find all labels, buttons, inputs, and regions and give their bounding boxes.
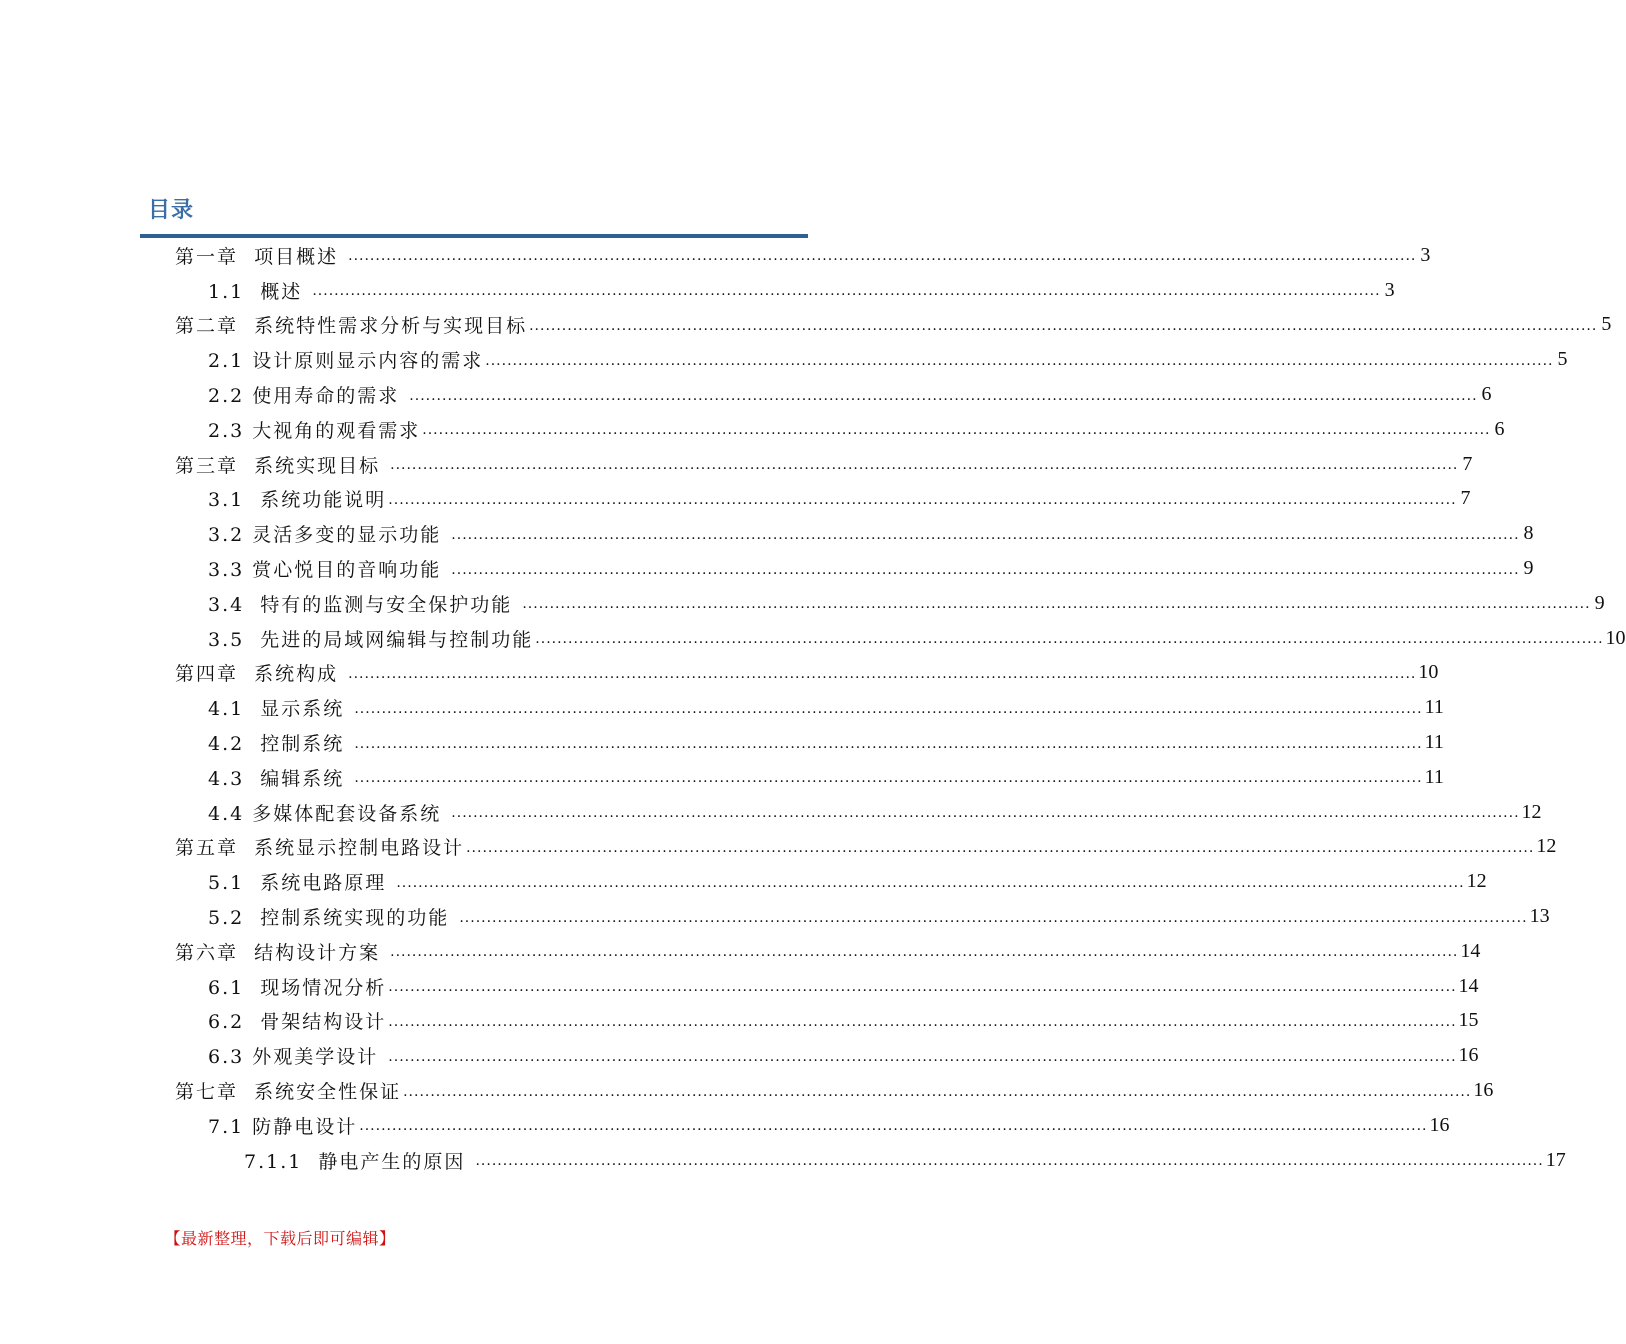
toc-entry-label: 第七章 系统安全性保证 bbox=[175, 1081, 402, 1104]
toc-page-number: 10 bbox=[1418, 661, 1439, 684]
toc-leader-dots: .................................................................................................................................................................................................... bbox=[535, 631, 1604, 648]
toc-leader-dots: .................................................................................................................................................................................................... bbox=[348, 665, 1417, 682]
toc-entry-label: 4.3 编辑系统 bbox=[208, 767, 353, 790]
toc-page-number: 9 bbox=[1594, 591, 1605, 614]
toc-leader-dots: .................................................................................................................................................................................................... bbox=[354, 700, 1423, 717]
toc-entry[interactable] bbox=[0, 864, 1487, 899]
toc-leader-dots: .................................................................................................................................................................................................... bbox=[451, 526, 1520, 543]
toc-entry[interactable] bbox=[0, 238, 1431, 273]
toc-entry[interactable] bbox=[0, 690, 1444, 725]
toc-leader-dots: .................................................................................................................................................................................................... bbox=[485, 352, 1554, 369]
toc-entry-label: 第四章 系统构成 bbox=[175, 663, 347, 686]
toc-leader-dots: .................................................................................................................................................................................................... bbox=[312, 283, 1381, 300]
toc-entry-label: 2.3 大视角的观看需求 bbox=[208, 419, 421, 442]
toc-leader-dots: .................................................................................................................................................................................................... bbox=[359, 1118, 1428, 1135]
toc-entry-label: 5.1 系统电路原理 bbox=[208, 872, 395, 895]
toc-page-number: 11 bbox=[1424, 696, 1444, 719]
toc-entry[interactable] bbox=[0, 795, 1542, 830]
toc-entry-label: 第二章 系统特性需求分析与实现目标 bbox=[175, 315, 528, 338]
toc-entry-label: 2.2 使用寿命的需求 bbox=[208, 385, 408, 408]
toc-entry[interactable] bbox=[0, 656, 1439, 691]
toc-page-number: 16 bbox=[1473, 1079, 1494, 1102]
toc-page-number: 17 bbox=[1545, 1148, 1566, 1171]
toc-page-number: 12 bbox=[1521, 800, 1542, 823]
toc-entry-label: 2.1 设计原则显示内容的需求 bbox=[208, 350, 484, 373]
toc-entry-label: 7.1.1 静电产生的原因 bbox=[244, 1150, 474, 1173]
toc-leader-dots: .................................................................................................................................................................................................... bbox=[466, 839, 1535, 856]
toc-leader-dots: .................................................................................................................................................................................................... bbox=[459, 909, 1528, 926]
toc-title: 目录 bbox=[148, 198, 195, 223]
toc-leader-dots: .................................................................................................................................................................................................... bbox=[388, 979, 1457, 996]
toc-leader-dots: .................................................................................................................................................................................................... bbox=[388, 1013, 1457, 1030]
toc-leader-dots: .................................................................................................................................................................................................... bbox=[475, 1153, 1544, 1170]
toc-page-number: 11 bbox=[1424, 731, 1444, 754]
toc-page-number: 12 bbox=[1536, 835, 1557, 858]
toc-entry[interactable] bbox=[0, 934, 1481, 969]
toc-page-number: 6 bbox=[1481, 383, 1492, 406]
toc-page-number: 3 bbox=[1420, 243, 1431, 266]
toc-leader-dots: .................................................................................................................................................................................................... bbox=[388, 1048, 1457, 1065]
toc-entry[interactable] bbox=[0, 621, 1626, 656]
toc-entry[interactable] bbox=[0, 969, 1479, 1004]
toc-entry[interactable] bbox=[0, 1004, 1479, 1039]
toc-page-number: 10 bbox=[1605, 626, 1626, 649]
toc-page-number: 15 bbox=[1458, 1009, 1479, 1032]
toc-page-number: 5 bbox=[1557, 348, 1568, 371]
toc-entry[interactable] bbox=[0, 551, 1534, 586]
toc-entry-label: 4.1 显示系统 bbox=[208, 698, 353, 721]
toc-leader-dots: .................................................................................................................................................................................................... bbox=[388, 491, 1457, 508]
toc-page-number: 5 bbox=[1601, 313, 1612, 336]
toc-entry-label: 6.3 外观美学设计 bbox=[208, 1046, 387, 1069]
toc-leader-dots: .................................................................................................................................................................................................... bbox=[348, 248, 1417, 265]
toc-entry[interactable] bbox=[0, 725, 1444, 760]
toc-entry[interactable] bbox=[0, 1073, 1494, 1108]
toc-entry[interactable] bbox=[0, 412, 1505, 447]
toc-page-number: 16 bbox=[1458, 1044, 1479, 1067]
toc-leader-dots: .................................................................................................................................................................................................... bbox=[390, 457, 1459, 474]
toc-entry[interactable] bbox=[0, 586, 1605, 621]
toc-page-number: 7 bbox=[1460, 487, 1471, 510]
toc-entry-label: 4.2 控制系统 bbox=[208, 733, 353, 756]
toc-leader-dots: .................................................................................................................................................................................................... bbox=[522, 596, 1591, 613]
toc-entry-label: 3.2 灵活多变的显示功能 bbox=[208, 524, 450, 547]
footer-note: 【最新整理，下载后即可编辑】 bbox=[164, 1229, 396, 1248]
toc-entry-label: 4.4 多媒体配套设备系统 bbox=[208, 802, 450, 825]
toc-page-number: 9 bbox=[1523, 557, 1534, 580]
toc-page-number: 13 bbox=[1529, 905, 1550, 928]
toc-entry[interactable] bbox=[0, 273, 1395, 308]
toc-entry[interactable] bbox=[0, 1143, 1566, 1178]
toc-leader-dots: .................................................................................................................................................................................................... bbox=[529, 317, 1598, 334]
toc-leader-dots: .................................................................................................................................................................................................... bbox=[403, 1083, 1472, 1100]
toc-leader-dots: .................................................................................................................................................................................................... bbox=[451, 561, 1520, 578]
toc-entry-label: 第六章 结构设计方案 bbox=[175, 941, 389, 964]
toc-leader-dots: .................................................................................................................................................................................................... bbox=[396, 874, 1465, 891]
toc-page-number: 11 bbox=[1424, 765, 1444, 788]
toc-page-number: 12 bbox=[1466, 870, 1487, 893]
toc-entry-label: 3.5 先进的局域网编辑与控制功能 bbox=[208, 628, 534, 651]
toc-entry-label: 第三章 系统实现目标 bbox=[175, 454, 389, 477]
toc-entry[interactable] bbox=[0, 308, 1612, 343]
toc-entry-label: 7.1 防静电设计 bbox=[208, 1115, 358, 1138]
toc-entry[interactable] bbox=[0, 482, 1471, 517]
toc-entry-label: 3.3 赏心悦目的音响功能 bbox=[208, 559, 450, 582]
toc-entry[interactable] bbox=[0, 1038, 1479, 1073]
toc-entry[interactable] bbox=[0, 447, 1473, 482]
toc-list bbox=[0, 238, 1626, 1178]
toc-page-number: 14 bbox=[1460, 939, 1481, 962]
toc-entry[interactable] bbox=[0, 516, 1534, 551]
toc-page-number: 14 bbox=[1458, 974, 1479, 997]
toc-page-number: 6 bbox=[1494, 417, 1505, 440]
toc-leader-dots: .................................................................................................................................................................................................... bbox=[354, 770, 1423, 787]
toc-leader-dots: .................................................................................................................................................................................................... bbox=[354, 735, 1423, 752]
toc-entry[interactable] bbox=[0, 760, 1444, 795]
toc-leader-dots: .................................................................................................................................................................................................... bbox=[451, 805, 1520, 822]
toc-entry-label: 1.1 概述 bbox=[208, 280, 311, 303]
toc-page-number: 16 bbox=[1429, 1113, 1450, 1136]
toc-leader-dots: .................................................................................................................................................................................................... bbox=[422, 422, 1491, 439]
toc-entry[interactable] bbox=[0, 830, 1557, 865]
toc-entry-label: 5.2 控制系统实现的功能 bbox=[208, 907, 458, 930]
toc-entry[interactable] bbox=[0, 342, 1568, 377]
toc-entry-label: 3.4 特有的监测与安全保护功能 bbox=[208, 593, 521, 616]
toc-leader-dots: .................................................................................................................................................................................................... bbox=[409, 387, 1478, 404]
toc-entry-label: 第五章 系统显示控制电路设计 bbox=[175, 837, 465, 860]
toc-entry[interactable] bbox=[0, 377, 1492, 412]
toc-page-number: 3 bbox=[1384, 278, 1395, 301]
toc-entry-label: 3.1 系统功能说明 bbox=[208, 489, 387, 512]
toc-leader-dots: .................................................................................................................................................................................................... bbox=[390, 944, 1459, 961]
toc-entry-label: 6.1 现场情况分析 bbox=[208, 976, 387, 999]
toc-entry[interactable] bbox=[0, 1108, 1450, 1143]
toc-entry-label: 6.2 骨架结构设计 bbox=[208, 1011, 387, 1034]
toc-entry[interactable] bbox=[0, 899, 1550, 934]
toc-entry-label: 第一章 项目概述 bbox=[175, 245, 347, 268]
toc-page-number: 7 bbox=[1462, 452, 1473, 475]
toc-page-number: 8 bbox=[1523, 522, 1534, 545]
